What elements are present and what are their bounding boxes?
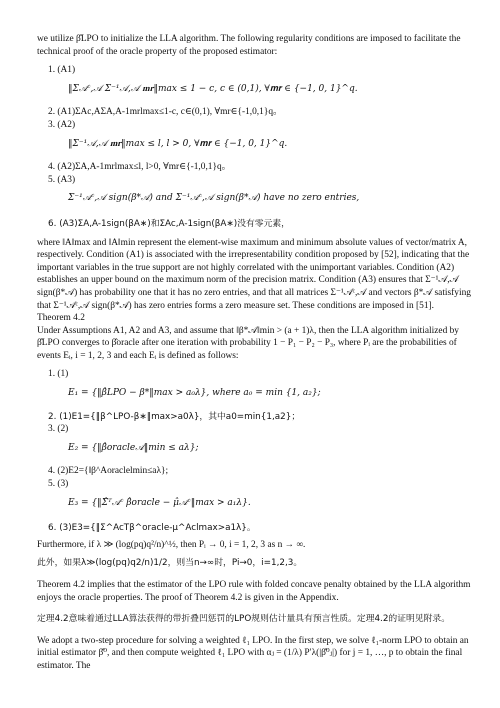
event-1-plain: 2. (1)E1={‖β^LPO-β∗‖max>a0λ}，其中a0=min{1,a2}； <box>48 411 301 422</box>
event-1-formula: E₁ = {‖β̂LPO − β*‖max > a₀λ}, where a₀ = min {1, a₂}; <box>68 388 321 399</box>
event-2-plain: 4. (2)E2={‖β^Aoraclelmin≤aλ}; <box>48 466 169 477</box>
event-1-label: 1. (1) <box>48 369 69 380</box>
event-3-label: 5. (3) <box>48 479 69 490</box>
theorem-body: Under Assumptions A1, A2 and A3, and assume that ‖β*𝒜‖min > (a + 1)λ, then the LLA algorithm initialized by β̂LPO converges to β̂oracle after one iteration with probability 1 − P₁ − P₂ − P₃, where Pᵢ are the probabilities of events Eᵢ, i = 1, 2, 3 and each Eᵢ is defined as follows: <box>37 325 459 361</box>
conditions-list <box>37 64 471 230</box>
condition-a2-label: 3. (A2) <box>48 119 76 130</box>
event-2-label: 3. (2) <box>48 424 69 435</box>
theorem-title: Theorem 4.2 <box>37 313 85 324</box>
events-list <box>37 368 471 534</box>
condition-a3-label: 5. (A3) <box>48 174 76 185</box>
implies-paragraph: Theorem 4.2 implies that the estimator of the LPO rule with folded concave penalty obtained by the LLA algorithm enjoys the oracle properties. The proof of Theorem 4.2 is given in the Appendix. <box>37 580 471 603</box>
event-3-formula: E₃ = {‖Σ̂ᵀ𝒜ᶜ β̂oracle − μ̂𝒜ᶜ‖max > a₁λ}. <box>68 497 251 508</box>
event-3-plain: 6. (3)E3={‖Σ^AcTβ^oracle-μ^Aclmax>a1λ}。 <box>48 523 256 534</box>
furthermore-zh-paragraph: 此外，如果λ≫(log(pq)q2/n)1/2，则当n→∞时，Pi→0，i=1,2,3。 <box>37 558 303 569</box>
document-page <box>37 33 471 673</box>
condition-a3-plain: 6. (A3)ΣA,A-1sign(βA∗)和ΣAc,A-1sign(βA∗)没有零元素， <box>48 218 290 229</box>
final-paragraph: We adopt a two-step procedure for solving a weighted ℓ₁ LPO. In the first step, we solve ℓ₁-norm LPO to obtain an initial estimator β̂⁰, and then compute weighted ℓ₁ LPO with αⱼ = (1/λ) P′λ(|β̂⁰ⱼ|) for j = 1, …, p to obtain the final estimator. The <box>37 635 469 671</box>
condition-a2-plain: 4. (A2)ΣA,A-1mrlmax≤l, l>0, ∀mr∈{-1,0,1}q。 <box>48 162 232 173</box>
intro-paragraph: we utilize β̂LPO to initialize the LLA algorithm. The following regularity conditions are imposed to facilitate the technical proof of the oracle property of the proposed estimator: <box>37 34 461 57</box>
furthermore-paragraph: Furthermore, if λ ≫ (log(pq)q²/n)^½, then Pᵢ → 0, i = 1, 2, 3 as n → ∞. <box>37 539 306 550</box>
implies-zh-paragraph: 定理4.2意味着通过LLA算法获得的带折叠凹惩罚的LPO规则估计量具有预言性质。定理4.2的证明见附录。 <box>37 614 451 625</box>
event-2-formula: E₂ = {‖β̂oracle𝒜‖min ≤ aλ}; <box>68 442 199 453</box>
condition-a2-formula: ‖Σ⁻¹𝒜,𝒜 𝐦𝐫‖max ≤ l, l > 0, ∀𝐦𝐫 ∈ {−1, 0, 1}^q. <box>68 138 288 149</box>
where-paragraph: where ‖A‖max and ‖A‖min represent the element-wise maximum and minimum absolute values of vector/matrix A, respectively. Condition (A1) is associated with the irrepresentability condition proposed by [52], indicating that the important variables in the true support are not highly correlated with the unimportant variables. Condition (A2) establishes an upper bound on the maximum norm of the precision matrix. Condition (A3) ensures that Σ⁻¹𝒜,𝒜 sign(β*𝒜) has probability one that it has no zero entries, and that all matrices Σ⁻¹𝒜ᶜ,𝒜 and vectors β*𝒜 satisfying that Σ⁻¹𝒜ᶜ,𝒜 sign(β*𝒜) has zero entries forms a zero measure set. These conditions are imposed in [51]. <box>37 237 471 311</box>
condition-a1-formula: ‖Σ𝒜ᶜ,𝒜 Σ⁻¹𝒜,𝒜 𝐦𝐫‖max ≤ 1 − c, c ∈ (0,1), ∀𝐦𝐫 ∈ {−1, 0, 1}^q. <box>68 83 358 94</box>
condition-a1-plain: 2. (A1)ΣAc,AΣA,A-1mrlmax≤1-c, c∈(0,1), ∀mr∈{-1,0,1}q。 <box>48 107 283 118</box>
condition-a1-label: 1. (A1) <box>48 65 76 76</box>
condition-a3-formula: Σ⁻¹𝒜ᶜ,𝒜 sign(β*𝒜) and Σ⁻¹𝒜ᶜ,𝒜 sign(β*𝒜) have no zero entries, <box>68 193 360 204</box>
